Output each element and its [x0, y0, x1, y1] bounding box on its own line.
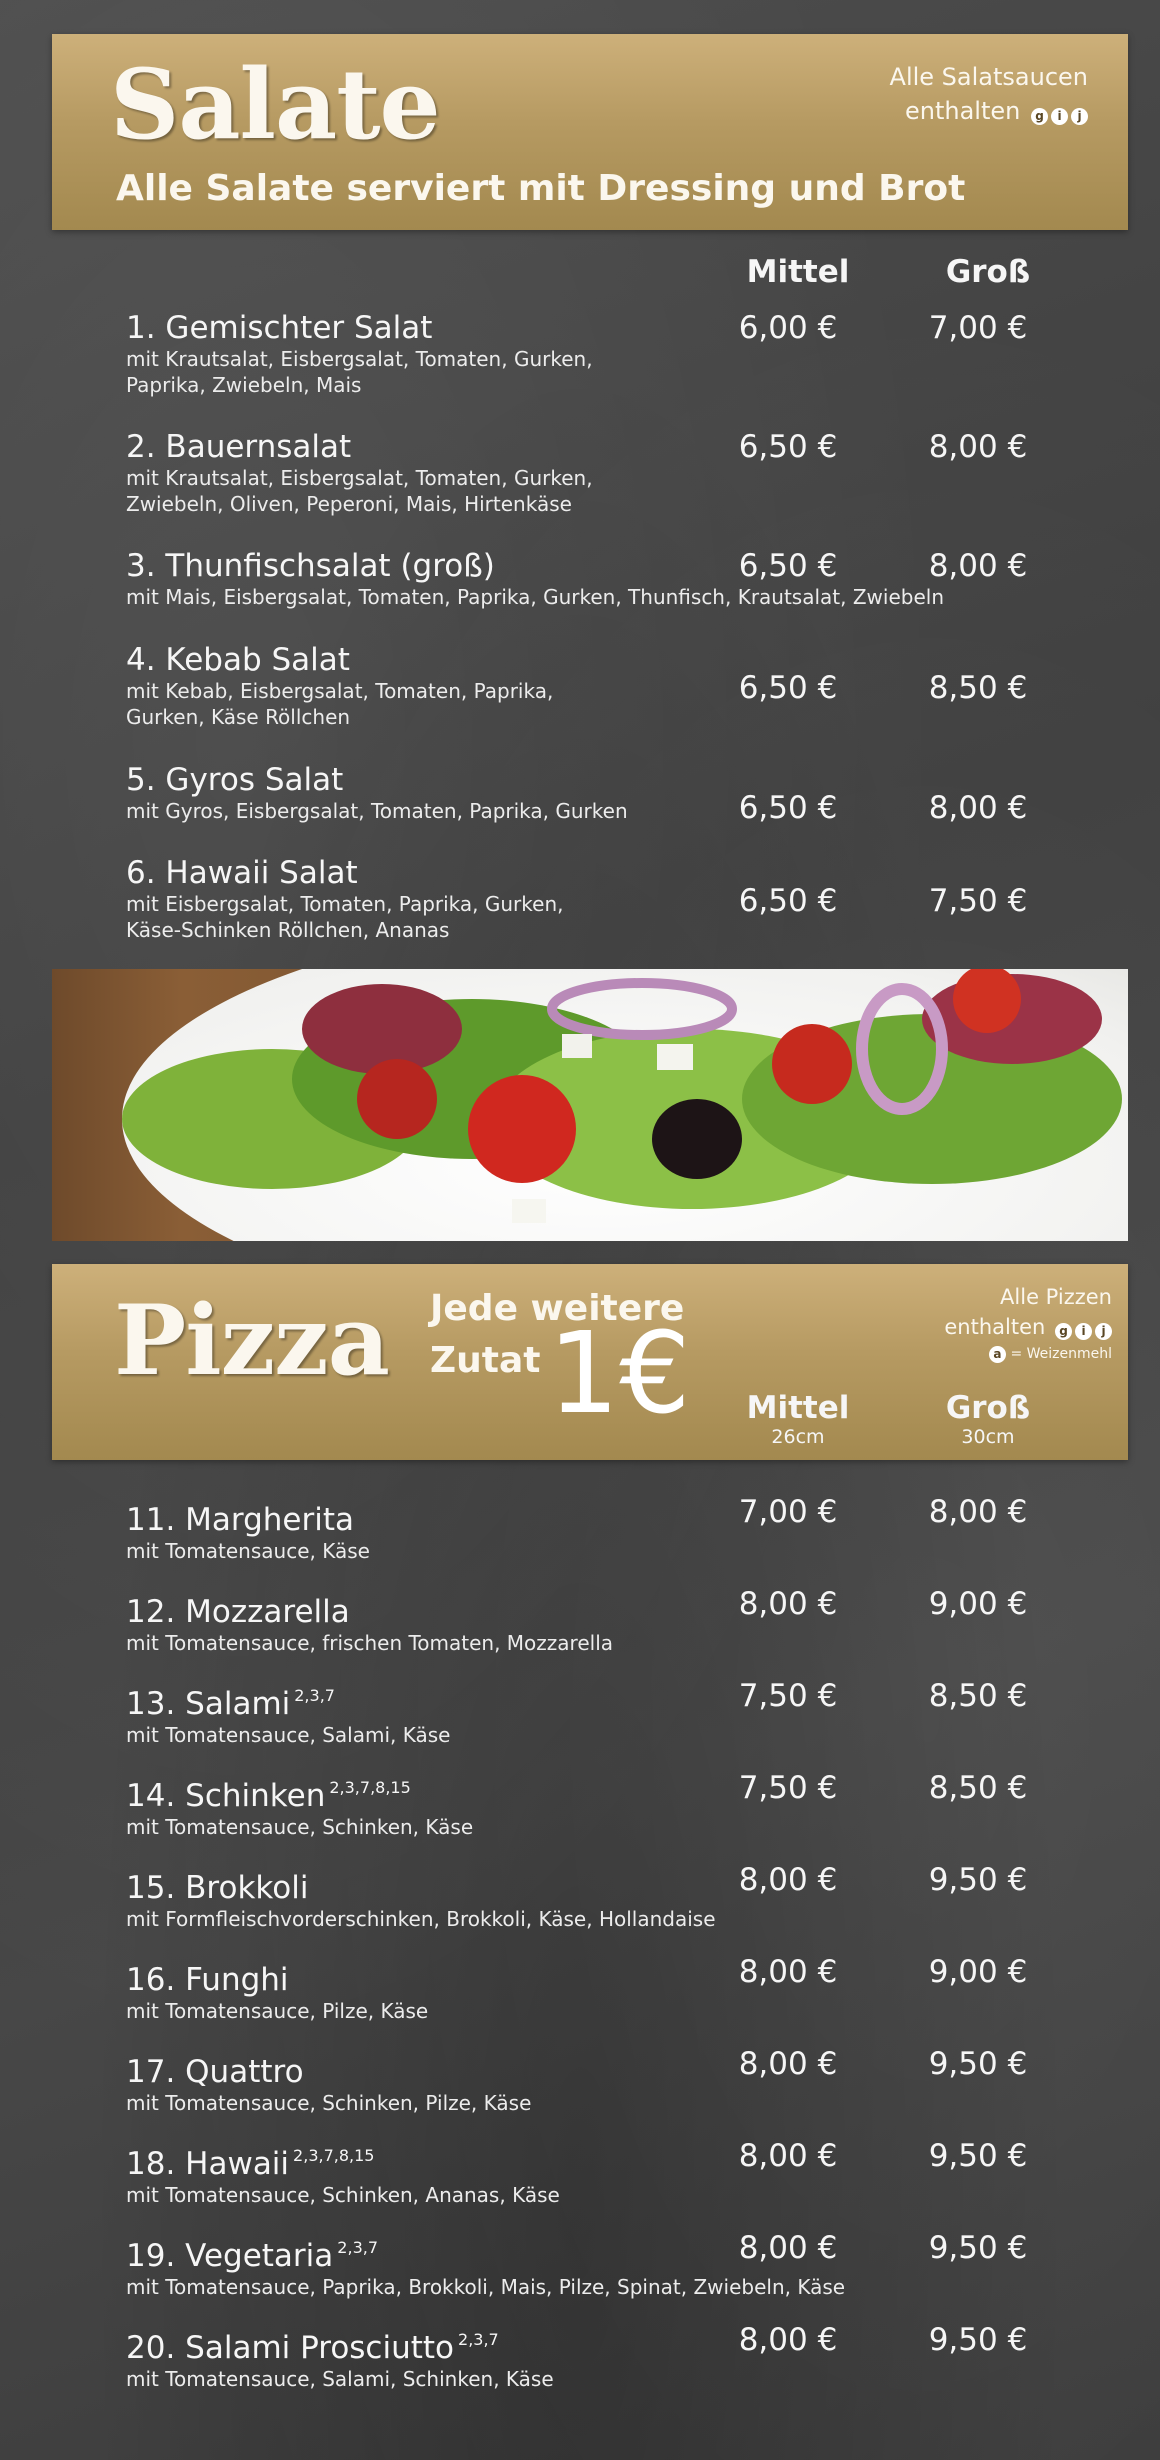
salate-col-mittel: Mittel [746, 254, 850, 290]
price-gross: 8,50 € [928, 1770, 1028, 1806]
price-mittel: 8,00 € [738, 1862, 838, 1898]
pizza-additives: 2,3,7 [458, 2330, 499, 2349]
pizza-desc: mit Tomatensauce, Schinken, Ananas, Käse [126, 2183, 560, 2207]
pizza-col-gross-label: Groß [945, 1390, 1031, 1426]
salad-item [126, 429, 1086, 517]
pizza-additives: 2,3,7,8,15 [329, 1778, 411, 1797]
price-mittel: 8,00 € [738, 2138, 838, 2174]
pizza-item [126, 1862, 1086, 1932]
salad-name: 2. Bauernsalat [126, 429, 352, 465]
salad-illustration [52, 969, 1128, 1241]
salad-desc-2: Paprika, Zwiebeln, Mais [126, 373, 362, 397]
price-mittel: 7,50 € [738, 1678, 838, 1714]
pizza-additives: 2,3,7 [337, 2238, 379, 2257]
pizza-name-text: 20. Salami Prosciutto [126, 2330, 455, 2366]
onion-ring [552, 983, 732, 1035]
pizza-desc: mit Tomatensauce, Salami, Käse [126, 1723, 451, 1747]
salatsaucen-note [890, 60, 1088, 129]
price-gross: 8,00 € [928, 790, 1028, 826]
pizza-item [126, 2230, 1086, 2300]
pizza-desc: mit Tomatensauce, Paprika, Brokkoli, Mais, Pilze, Spinat, Zwiebeln, Käse [126, 2275, 846, 2299]
salad-desc: mit Eisbergsalat, Tomaten, Paprika, Gurken, [126, 892, 564, 916]
salad-desc: mit Mais, Eisbergsalat, Tomaten, Paprika, Gurken, Thunfisch, Krautsalat, Zwiebeln [126, 585, 945, 609]
price-gross: 9,50 € [928, 2046, 1028, 2082]
salad-name: 1. Gemischter Salat [126, 310, 433, 346]
pizza-desc: mit Tomatensauce, Pilze, Käse [126, 1999, 429, 2023]
salate-title: Salate [110, 48, 440, 161]
salad-item [126, 855, 1086, 943]
price-mittel: 6,50 € [738, 429, 838, 465]
price-gross: 8,00 € [928, 548, 1028, 584]
price-gross: 9,50 € [928, 2138, 1028, 2174]
price-gross: 8,50 € [928, 1678, 1028, 1714]
pizza-desc: mit Formfleischvorderschinken, Brokkoli, Käse, Hollandaise [126, 1907, 716, 1931]
allergen-i-icon: i [1075, 1323, 1092, 1340]
price-gross: 9,00 € [928, 1586, 1028, 1622]
extra-topping-line1: Jede weitere [430, 1288, 685, 1329]
price-mittel: 6,50 € [738, 790, 838, 826]
salate-col-gross: Groß [945, 254, 1031, 290]
pizza-desc: mit Tomatensauce, Salami, Schinken, Käse [126, 2367, 554, 2391]
tomato [357, 1059, 437, 1139]
salad-item [126, 642, 1086, 730]
price-mittel: 6,50 € [738, 883, 838, 919]
price-gross: 7,00 € [928, 310, 1028, 346]
allergen-j-icon: j [1095, 1323, 1112, 1340]
pizza-item [126, 1954, 1086, 2024]
pizza-col-mittel-size: 26cm [771, 1426, 825, 1448]
price-gross: 8,00 € [928, 429, 1028, 465]
price-mittel: 8,00 € [738, 2046, 838, 2082]
salad-desc-2: Käse-Schinken Röllchen, Ananas [126, 918, 450, 942]
salatsaucen-note-line1: Alle Salatsaucen [889, 63, 1088, 91]
price-gross: 9,50 € [928, 2322, 1028, 2358]
price-gross: 9,00 € [928, 1954, 1028, 1990]
pizza-name-text: 13. Salami [126, 1686, 291, 1722]
tomato [772, 1024, 852, 1104]
pizza-name-text: 15. Brokkoli [126, 1870, 309, 1906]
price-gross: 8,00 € [928, 1494, 1028, 1530]
pizza-name-text: 14. Schinken [126, 1778, 326, 1814]
allergen-icons [1052, 1313, 1112, 1343]
pizza-item [126, 1770, 1086, 1840]
pizza-name-text: 18. Hawaii [126, 2146, 290, 2182]
pizza-col-mittel-label: Mittel [746, 1390, 850, 1426]
salatsaucen-note-text: enthalten [905, 97, 1021, 125]
pizza-item [126, 2322, 1086, 2392]
pizza-note-text: enthalten [944, 1315, 1046, 1339]
radicchio [302, 984, 462, 1074]
salad-name: 3. Thunfischsalat (groß) [126, 548, 495, 584]
price-gross: 7,50 € [928, 883, 1028, 919]
extra-topping-line2: Zutat [430, 1340, 541, 1381]
pizza-desc: mit Tomatensauce, Schinken, Käse [126, 1815, 474, 1839]
pizza-name-text: 17. Quattro [126, 2054, 304, 2090]
salad-desc-2: Gurken, Käse Röllchen [126, 705, 351, 729]
allergen-j-icon: j [1071, 108, 1088, 125]
salad-desc: mit Krautsalat, Eisbergsalat, Tomaten, Gurken, [126, 347, 593, 371]
price-mittel: 6,00 € [738, 310, 838, 346]
extra-topping-price: 1€ [548, 1309, 691, 1439]
weizenmehl-label: = Weizenmehl [1010, 1346, 1112, 1362]
allergen-i-icon: i [1051, 108, 1068, 125]
salad-name: 5. Gyros Salat [126, 762, 344, 798]
feta-cube [512, 1199, 546, 1223]
pizza-note-line2 [944, 1312, 1112, 1343]
pizza-item [126, 1586, 1086, 1656]
pizza-item [126, 1494, 1086, 1564]
flour-badge-wrap [986, 1343, 1006, 1365]
pizza-name-text: 19. Vegetaria [126, 2238, 334, 2274]
pizza-note [944, 1282, 1112, 1365]
price-gross: 8,50 € [928, 670, 1028, 706]
price-mittel: 8,00 € [738, 1954, 838, 1990]
pizza-desc: mit Tomatensauce, Käse [126, 1539, 370, 1563]
pizza-additives: 2,3,7,8,15 [293, 2146, 375, 2165]
salad-name: 4. Kebab Salat [126, 642, 350, 678]
salad-desc: mit Gyros, Eisbergsalat, Tomaten, Paprika, Gurken [126, 799, 628, 823]
pizza-name-text: 12. Mozzarella [126, 1594, 350, 1630]
price-gross: 9,50 € [928, 1862, 1028, 1898]
salatsaucen-note-line2 [890, 94, 1088, 129]
tomato [468, 1075, 576, 1183]
pizza-item [126, 2138, 1086, 2208]
pizza-name-text: 16. Funghi [126, 1962, 289, 1998]
pizza-col-gross-size: 30cm [961, 1426, 1015, 1448]
weizenmehl-note [944, 1343, 1112, 1365]
pizza-name-text: 11. Margherita [126, 1502, 355, 1538]
salad-desc-2: Zwiebeln, Oliven, Peperoni, Mais, Hirtenkäse [126, 492, 572, 516]
salate-subtitle: Alle Salate serviert mit Dressing und Brot [116, 168, 966, 209]
allergen-a-icon: a [989, 1346, 1006, 1363]
pizza-item [126, 1678, 1086, 1748]
salad-item [126, 762, 1086, 824]
salate-header-band [52, 34, 1128, 230]
pizza-col-mittel [728, 1390, 868, 1448]
price-mittel: 6,50 € [738, 670, 838, 706]
salad-desc: mit Krautsalat, Eisbergsalat, Tomaten, Gurken, [126, 466, 593, 490]
pizza-title: Pizza [114, 1284, 389, 1397]
salad-item [126, 310, 1086, 398]
feta-cube [562, 1034, 592, 1058]
salad-desc: mit Kebab, Eisbergsalat, Tomaten, Paprika, [126, 679, 554, 703]
allergen-g-icon: g [1031, 108, 1048, 125]
salad-item [126, 548, 1086, 610]
price-mittel: 7,00 € [738, 1494, 838, 1530]
pizza-item [126, 2046, 1086, 2116]
price-mittel: 8,00 € [738, 1586, 838, 1622]
salad-name: 6. Hawaii Salat [126, 855, 358, 891]
pizza-col-gross [918, 1390, 1058, 1448]
price-mittel: 8,00 € [738, 2322, 838, 2358]
price-mittel: 6,50 € [738, 548, 838, 584]
pizza-header-band [52, 1264, 1128, 1460]
price-mittel: 8,00 € [738, 2230, 838, 2266]
allergen-g-icon: g [1055, 1323, 1072, 1340]
pizza-note-line1: Alle Pizzen [1000, 1285, 1112, 1309]
price-mittel: 7,50 € [738, 1770, 838, 1806]
allergen-icons [1028, 95, 1088, 129]
price-gross: 9,50 € [928, 2230, 1028, 2266]
olive [652, 1099, 742, 1179]
pizza-desc: mit Tomatensauce, Schinken, Pilze, Käse [126, 2091, 532, 2115]
pizza-additives: 2,3,7 [294, 1686, 335, 1705]
pizza-desc: mit Tomatensauce, frischen Tomaten, Mozzarella [126, 1631, 614, 1655]
salad-photo [52, 969, 1128, 1241]
feta-cube [657, 1044, 693, 1070]
